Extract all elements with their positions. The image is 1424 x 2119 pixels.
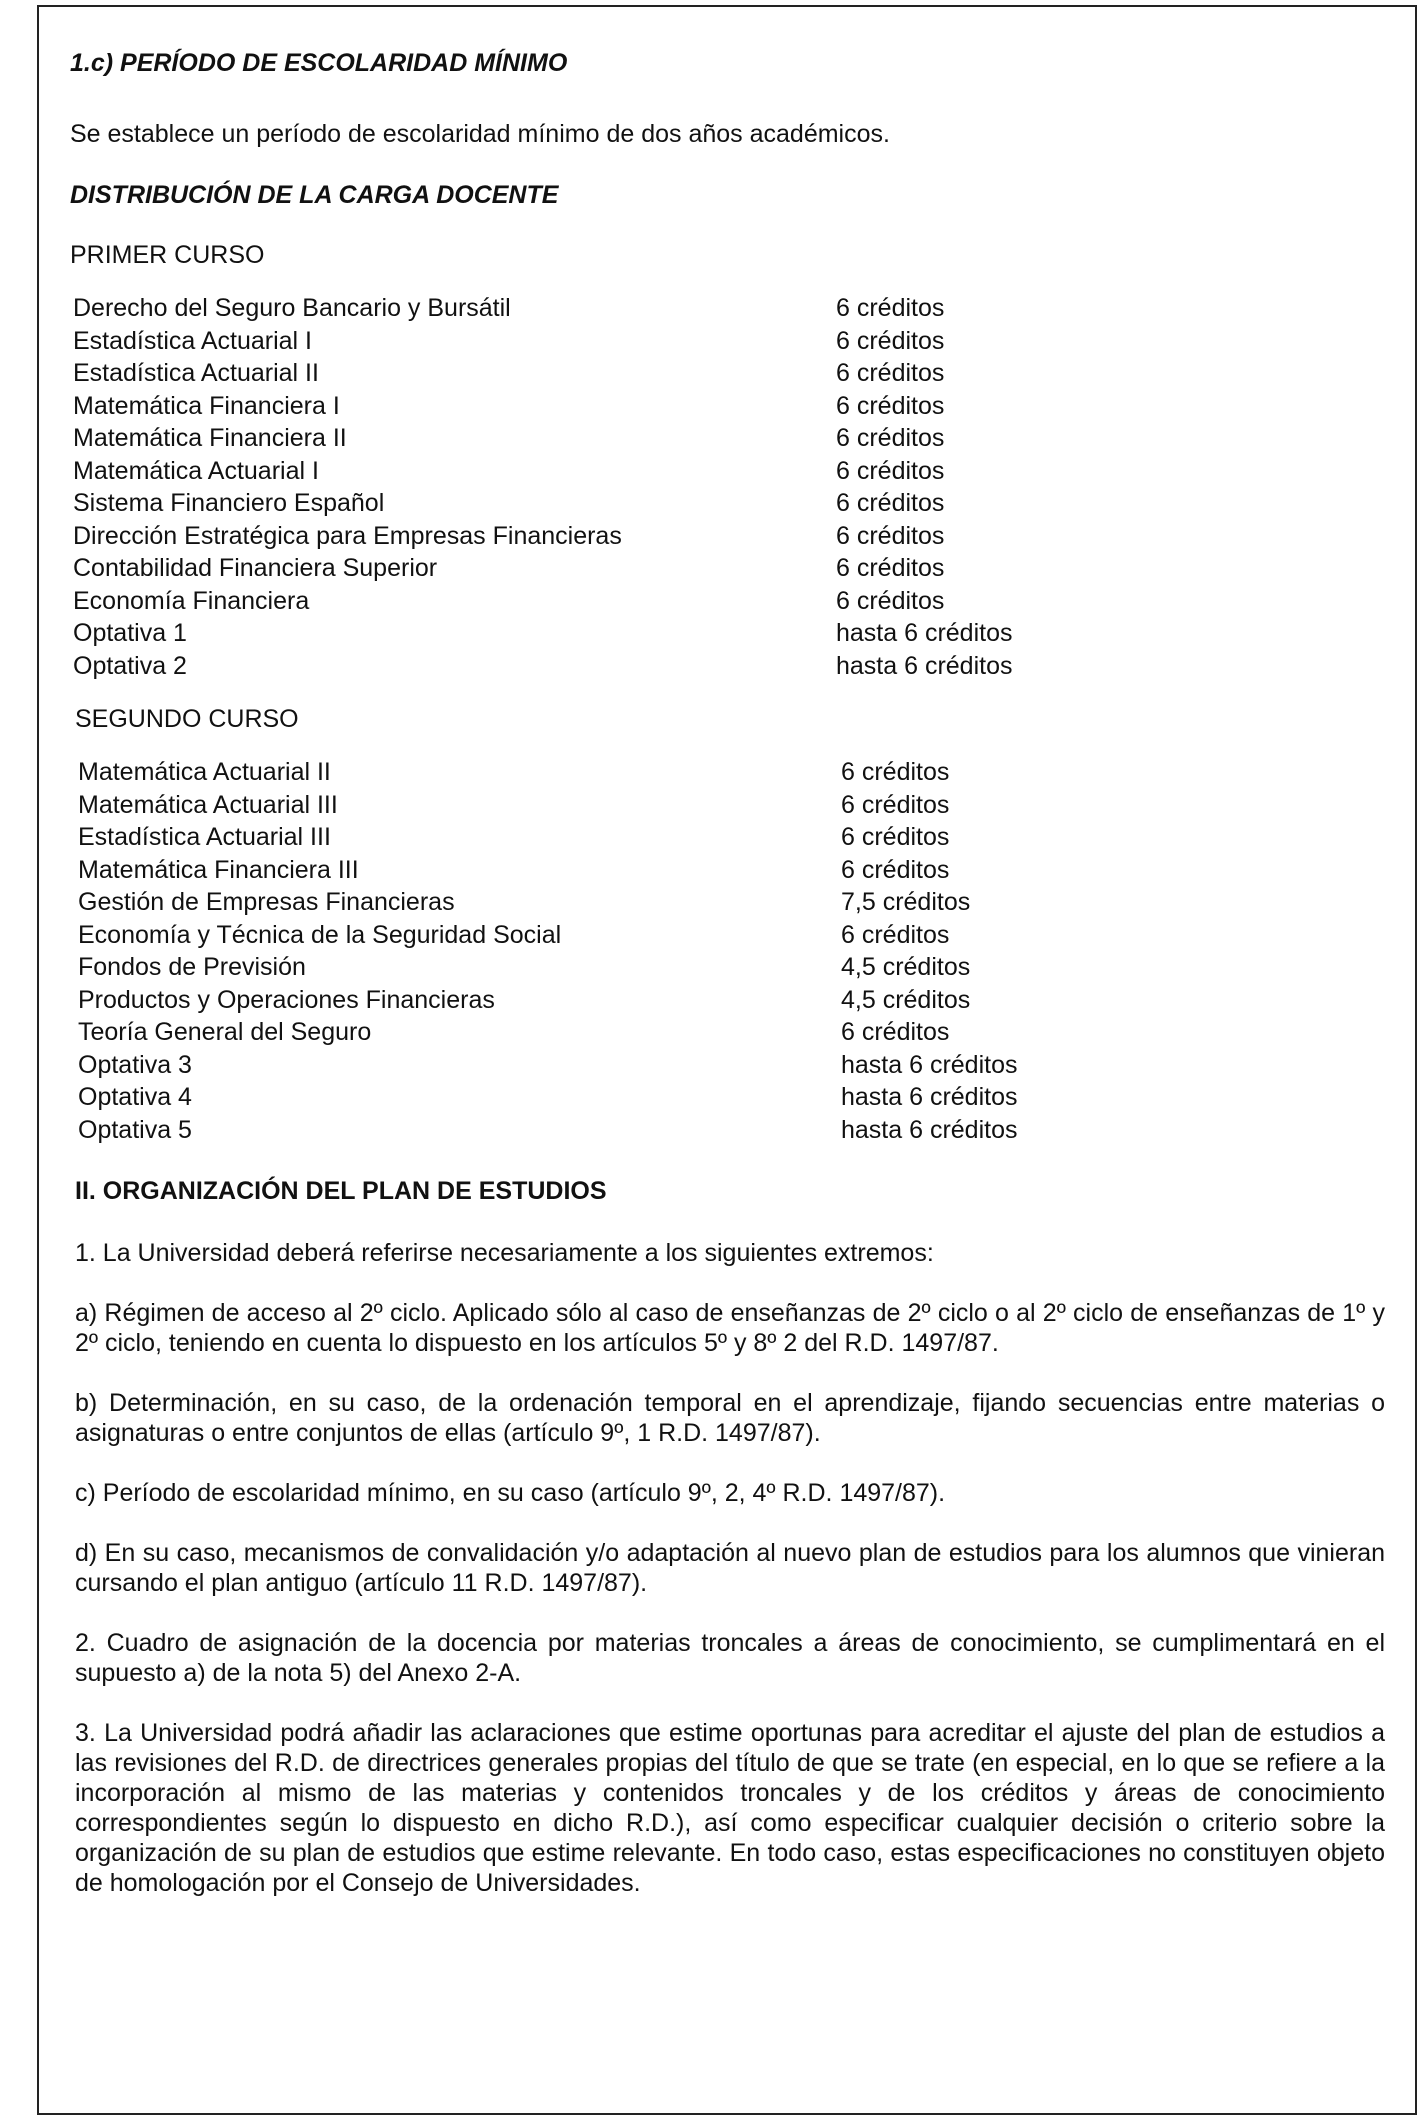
subject-row (73, 650, 1385, 683)
subject-row (78, 951, 1385, 984)
second-year-subject-list (78, 756, 1385, 1146)
subject-credits: 6 créditos (841, 790, 950, 819)
subject-credits: 6 créditos (836, 294, 945, 322)
section-heading-escolaridad: 1.c) PERÍODO DE ESCOLARIDAD MÍNIMO (70, 49, 568, 77)
subject-row (73, 617, 1385, 650)
subject-name: Estadística Actuarial I (73, 326, 313, 355)
subject-name: Optativa 1 (73, 619, 187, 647)
subject-credits: 6 créditos (841, 1018, 950, 1046)
subject-row (73, 487, 1385, 520)
subject-name: Estadística Actuarial II (73, 359, 319, 387)
subject-name: Contabilidad Financiera Superior (73, 554, 438, 582)
subject-credits: 6 créditos (841, 823, 950, 851)
subject-credits: 7,5 créditos (841, 888, 971, 916)
first-year-title: PRIMER CURSO (70, 241, 265, 269)
paragraph: c) Período de escolaridad mínimo, en su caso (artículo 9º, 2, 4º R.D. 1497/87). (75, 1479, 946, 1507)
subject-row (73, 390, 1385, 423)
subject-credits: 4,5 créditos (841, 985, 971, 1014)
paragraph: 3. La Universidad podrá añadir las aclaraciones que estime oportunas para acreditar el ajuste del plan de estudios a las revisiones del R.D. de directrices generales propias del título de que se trate (en especial, en lo que se refiere a la incorporación al mismo de las materias y contenidos troncales y de los créditos y áreas de conocimiento correspondientes según lo dispuesto en dicho R.D.), así como especificar cualquier decisión o criterio sobre la organización de su plan de estudios que estime relevante. En todo caso, estas especificaciones no constituyen objeto de homologación por el Consejo de Universidades. (75, 1719, 1385, 1897)
subject-row (78, 756, 1385, 789)
subject-credits: 4,5 créditos (841, 953, 971, 981)
subject-name: Optativa 5 (78, 1115, 192, 1144)
subject-name: Optativa 2 (73, 651, 187, 680)
subject-name: Fondos de Previsión (78, 953, 306, 981)
subject-credits: hasta 6 créditos (841, 1083, 1018, 1111)
subject-credits: 6 créditos (836, 456, 945, 485)
subject-name: Economía Financiera (73, 586, 310, 615)
subject-row (78, 1049, 1385, 1082)
section-organizacion (75, 1176, 1385, 1898)
paragraph: d) En su caso, mecanismos de convalidación y/o adaptación al nuevo plan de estudios para los alumnos que vinieran cursando el plan antiguo (artículo 11 R.D. 1497/87). (75, 1539, 1385, 1597)
subject-name: Economía y Técnica de la Seguridad Social (78, 920, 562, 949)
subject-credits: 6 créditos (836, 554, 945, 582)
subject-name: Matemática Financiera III (78, 855, 359, 884)
subject-name: Matemática Actuarial I (73, 456, 319, 485)
paragraph: b) Determinación, en su caso, de la ordenación temporal en el aprendizaje, fijando secuencias entre materias o asignaturas o entre conjuntos de ellas (artículo 9º, 1 R.D. 1497/87). (75, 1389, 1385, 1447)
subject-row (78, 886, 1385, 919)
subject-row (73, 422, 1385, 455)
subject-row (78, 919, 1385, 952)
subject-credits: hasta 6 créditos (836, 619, 1013, 647)
subject-credits: 6 créditos (836, 391, 945, 420)
second-year-title: SEGUNDO CURSO (75, 705, 299, 733)
subject-row (73, 357, 1385, 390)
paragraph: 1. La Universidad deberá referirse necesariamente a los siguientes extremos: (75, 1239, 934, 1267)
subject-row (73, 520, 1385, 553)
subject-name: Derecho del Seguro Bancario y Bursátil (73, 294, 511, 322)
subject-row (78, 984, 1385, 1017)
section-heading-carga-docente: DISTRIBUCIÓN DE LA CARGA DOCENTE (70, 181, 559, 209)
subject-credits: 6 créditos (841, 855, 950, 884)
subject-credits: 6 créditos (836, 359, 945, 387)
subject-row (78, 1081, 1385, 1114)
subject-credits: 6 créditos (841, 920, 950, 949)
subject-name: Estadística Actuarial III (78, 823, 331, 851)
subject-row (78, 1114, 1385, 1147)
subject-name: Gestión de Empresas Financieras (78, 888, 455, 916)
first-year-subject-list (73, 292, 1385, 682)
subject-credits: 6 créditos (836, 521, 945, 550)
subject-name: Matemática Financiera I (73, 391, 340, 420)
subject-credits: 6 créditos (841, 758, 950, 786)
subject-credits: 6 créditos (836, 586, 945, 615)
section-heading-organizacion: II. ORGANIZACIÓN DEL PLAN DE ESTUDIOS (75, 1177, 607, 1205)
subject-name: Dirección Estratégica para Empresas Financieras (73, 521, 622, 550)
subject-name: Teoría General del Seguro (78, 1018, 372, 1046)
subject-row (73, 292, 1385, 325)
subject-name: Sistema Financiero Español (73, 489, 385, 517)
document-content (70, 48, 1385, 1898)
subject-row (78, 821, 1385, 854)
subject-name: Productos y Operaciones Financieras (78, 985, 495, 1014)
subject-credits: hasta 6 créditos (841, 1115, 1018, 1144)
paragraph: a) Régimen de acceso al 2º ciclo. Aplicado sólo al caso de enseñanzas de 2º ciclo o al 2º ciclo de enseñanzas de 1º y 2º ciclo, teniendo en cuenta lo dispuesto en los artículos 5º y 8º 2 del R.D. 1497/87. (75, 1299, 1385, 1357)
subject-name: Optativa 3 (78, 1050, 192, 1079)
subject-credits: 6 créditos (836, 326, 945, 355)
subject-credits: 6 créditos (836, 489, 945, 517)
subject-name: Optativa 4 (78, 1083, 192, 1111)
subject-row (73, 585, 1385, 618)
subject-row (73, 552, 1385, 585)
paragraph: 2. Cuadro de asignación de la docencia por materias troncales a áreas de conocimiento, se cumplimentará en el supuesto a) de la nota 5) del Anexo 2-A. (75, 1629, 1385, 1687)
subject-name: Matemática Actuarial II (78, 758, 331, 786)
subject-credits: hasta 6 créditos (841, 1050, 1018, 1079)
subject-row (73, 325, 1385, 358)
subject-row (78, 1016, 1385, 1049)
subject-name: Matemática Financiera II (73, 424, 347, 452)
subject-name: Matemática Actuarial III (78, 790, 338, 819)
subject-row (78, 854, 1385, 887)
subject-credits: 6 créditos (836, 424, 945, 452)
subject-credits: hasta 6 créditos (836, 651, 1013, 680)
subject-row (78, 789, 1385, 822)
intro-paragraph: Se establece un período de escolaridad mínimo de dos años académicos. (70, 120, 890, 148)
subject-row (73, 455, 1385, 488)
